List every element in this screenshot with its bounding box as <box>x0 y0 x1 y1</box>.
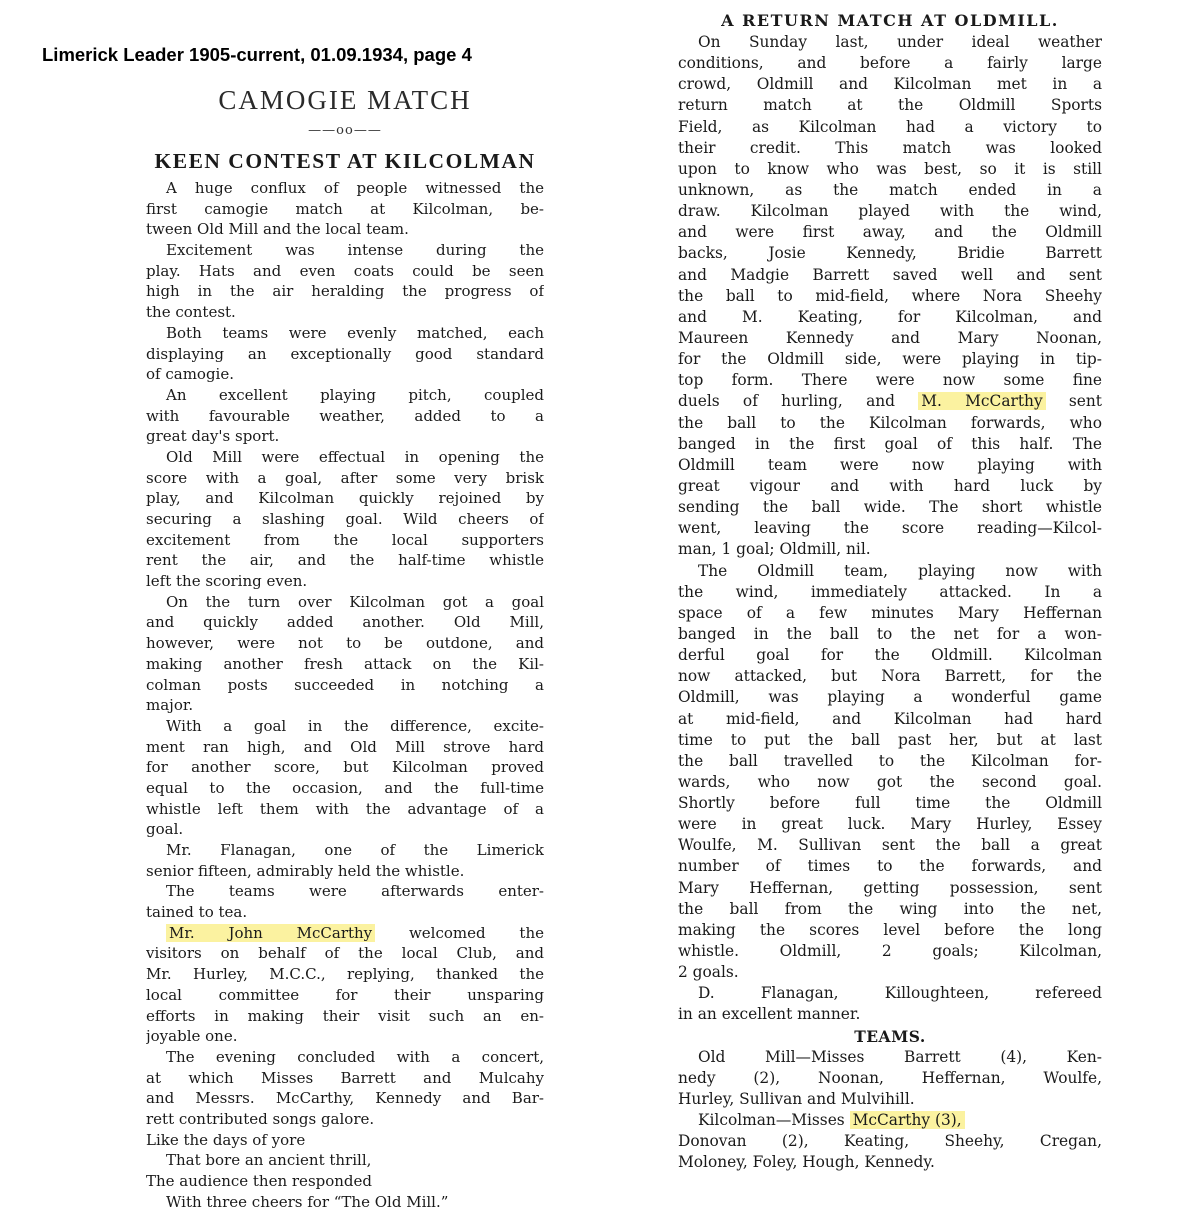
right-article <box>678 10 1102 1173</box>
line-text: Mr. Flanagan, one of the Limerick <box>166 841 544 859</box>
line-text: and M. Keating, for Kilcolman, and <box>678 307 1102 326</box>
line-text: colman posts succeeded in notching a <box>146 675 544 694</box>
text-line <box>146 447 544 468</box>
text-line <box>678 582 1102 603</box>
text-line <box>678 243 1102 264</box>
line-text: The Oldmill team, playing now with <box>698 561 1102 580</box>
text-line <box>146 861 544 882</box>
text-line <box>678 603 1102 624</box>
text-line <box>678 265 1102 286</box>
text-line <box>146 426 544 447</box>
text-line <box>678 899 1102 920</box>
text-line <box>146 778 544 799</box>
line-text: great vigour and with hard luck by <box>678 476 1102 495</box>
text-line <box>678 391 1102 412</box>
line-text: banged in the ball to the net for a won- <box>678 624 1102 643</box>
text-line <box>678 645 1102 666</box>
text-line <box>678 751 1102 772</box>
line-text: wards, who now got the second goal. <box>678 772 1102 791</box>
text-line <box>678 962 1102 983</box>
text-line <box>146 1006 544 1027</box>
line-text: play. Hats and even coats could be seen <box>146 261 544 280</box>
line-text: return match at the Oldmill Sports <box>678 96 1102 115</box>
text-line <box>146 923 544 944</box>
line-text: left the scoring even. <box>146 572 308 591</box>
text-line <box>146 964 544 985</box>
text-line <box>146 178 544 199</box>
text-line <box>678 32 1102 53</box>
text-line <box>678 476 1102 497</box>
line-text: goal. <box>146 820 184 839</box>
text-line <box>678 434 1102 455</box>
line-text: however, were not to be outdone, and <box>146 634 544 653</box>
text-line <box>146 881 544 902</box>
text-line <box>678 413 1102 434</box>
line-text: 2 goals. <box>678 963 739 982</box>
text-line <box>146 985 544 1006</box>
text-line <box>678 814 1102 835</box>
line-text: visitors on behalf of the local Club, and <box>146 944 544 963</box>
text-line <box>146 819 544 840</box>
highlighted-name: Mr. John McCarthy <box>166 924 375 942</box>
line-text: the wind, immediately attacked. In a <box>678 582 1102 601</box>
line-text: That bore an ancient thrill, <box>166 1151 372 1170</box>
text-line <box>678 878 1102 899</box>
text-line <box>146 261 544 282</box>
highlighted-name: M. McCarthy <box>918 392 1045 410</box>
line-text: sending the ball wide. The short whistle <box>678 498 1102 517</box>
line-text: tained to tea. <box>146 903 248 922</box>
line-text: the ball from the wing into the net, <box>678 899 1102 918</box>
line-text: banged in the first goal of this half. The <box>678 434 1102 453</box>
line-text: Hurley, Sullivan and Mulvihill. <box>678 1089 915 1108</box>
text-line <box>146 1047 544 1068</box>
line-text: displaying an exceptionally good standard <box>146 344 544 363</box>
text-line <box>678 624 1102 645</box>
line-text: With a goal in the difference, excite- <box>166 716 544 735</box>
left-article <box>146 80 544 1212</box>
text-line <box>678 138 1102 159</box>
text-line <box>146 530 544 551</box>
text-line <box>146 344 544 365</box>
line-text: A huge conflux of people witnessed the <box>166 179 544 197</box>
text-line <box>678 1152 1102 1173</box>
text-line <box>146 323 544 344</box>
text-line <box>678 159 1102 180</box>
text-line <box>146 219 544 240</box>
line-text: the ball to the Kilcolman forwards, who <box>678 413 1102 432</box>
line-text: now attacked, but Nora Barrett, for the <box>678 667 1102 686</box>
teams-heading: TEAMS. <box>854 1026 926 1046</box>
line-text: time to put the ball past her, but at last <box>678 730 1102 749</box>
text-line <box>146 1026 544 1047</box>
text-line <box>678 286 1102 307</box>
article-title: CAMOGIE MATCH <box>218 85 472 115</box>
text-line <box>678 1089 1102 1110</box>
text-line <box>146 1109 544 1130</box>
text-line <box>678 455 1102 476</box>
article-subtitle: KEEN CONTEST AT KILCOLMAN <box>154 149 536 173</box>
text-line <box>678 74 1102 95</box>
line-text: space of a few minutes Mary Heffernan <box>678 603 1102 622</box>
line-text: for another score, but Kilcolman proved <box>146 758 544 777</box>
line-text: man, 1 goal; Oldmill, nil. <box>678 540 871 559</box>
line-text: and Messrs. McCarthy, Kennedy and Bar- <box>146 1089 544 1108</box>
text-line <box>678 95 1102 116</box>
line-text: Like the days of yore <box>146 1130 306 1149</box>
text-line <box>678 983 1102 1004</box>
text-line <box>678 497 1102 518</box>
text-line <box>678 709 1102 730</box>
text-line <box>146 1150 544 1171</box>
line-text: Oldmill, was playing a wonderful game <box>678 688 1102 707</box>
line-text: went, leaving the score reading—Kilcol- <box>678 519 1102 538</box>
line-text: and quickly added another. Old Mill, <box>146 613 544 632</box>
text-line <box>146 509 544 530</box>
line-text: number of times to the forwards, and <box>678 857 1102 876</box>
text-line <box>146 385 544 406</box>
text-line <box>678 1131 1102 1152</box>
line-text: With three cheers for “The Old Mill.” <box>166 1192 449 1211</box>
line-text: conditions, and before a fairly large <box>678 54 1102 73</box>
text-line <box>146 1171 544 1192</box>
text-line <box>678 687 1102 708</box>
line-text: making another fresh attack on the Kil- <box>146 654 544 673</box>
line-text: The teams were afterwards enter- <box>166 882 544 901</box>
line-text: rent the air, and the half-time whistle <box>146 551 544 570</box>
text-line <box>678 53 1102 74</box>
text-line <box>678 201 1102 222</box>
line-text: the contest. <box>146 303 236 322</box>
line-text: crowd, Oldmill and Kilcolman met in a <box>678 75 1102 94</box>
text-line <box>678 370 1102 391</box>
line-text: Field, as Kilcolman had a victory to <box>678 117 1102 136</box>
line-text: high in the air heralding the progress of <box>146 282 544 301</box>
text-line <box>678 772 1102 793</box>
text-line <box>146 612 544 633</box>
line-text: tween Old Mill and the local team. <box>146 220 409 239</box>
text-line <box>146 592 544 613</box>
line-text: efforts in making their visit such an en- <box>146 1006 544 1025</box>
line-text: On Sunday last, under ideal weather <box>698 33 1102 51</box>
line-text: duels of hurling, and <box>678 392 919 411</box>
line-text: An excellent playing pitch, coupled <box>166 385 544 404</box>
line-text: at mid-field, and Kilcolman had hard <box>678 709 1102 728</box>
text-line <box>146 840 544 861</box>
line-text: Old Mill—Misses Barrett (4), Ken- <box>698 1047 1102 1066</box>
line-text: nedy (2), Noonan, Heffernan, Woulfe, <box>678 1068 1102 1087</box>
text-line <box>146 488 544 509</box>
text-line <box>146 654 544 675</box>
line-text: rett contributed songs galore. <box>146 1109 375 1128</box>
text-line <box>146 1192 544 1212</box>
text-line <box>678 1110 1102 1131</box>
line-text: their credit. This match was looked <box>678 138 1102 157</box>
line-text: welcomed the <box>375 923 544 942</box>
text-line <box>678 793 1102 814</box>
line-text: were in great luck. Mary Hurley, Essey <box>678 815 1102 834</box>
line-text: in an excellent manner. <box>678 1005 861 1024</box>
line-text: Kilcolman—Misses <box>698 1111 850 1130</box>
text-line <box>678 1047 1102 1068</box>
line-text: Oldmill team were now playing with <box>678 455 1102 474</box>
article-title: A RETURN MATCH AT OLDMILL. <box>721 11 1059 30</box>
text-line <box>678 328 1102 349</box>
article-body <box>146 178 544 1212</box>
text-line <box>146 281 544 302</box>
line-text: ment ran high, and Old Mill strove hard <box>146 737 544 756</box>
line-text: first camogie match at Kilcolman, be- <box>146 199 544 218</box>
title-ornament: ——oo—— <box>308 123 382 138</box>
line-text: whistle. Oldmill, 2 goals; Kilcolman, <box>678 942 1102 961</box>
text-line <box>678 117 1102 138</box>
text-line <box>146 302 544 323</box>
text-line <box>678 349 1102 370</box>
text-line <box>678 666 1102 687</box>
text-line <box>146 1068 544 1089</box>
text-line <box>146 716 544 737</box>
article-body <box>678 32 1102 1026</box>
line-text: with favourable weather, added to a <box>146 406 544 425</box>
text-line <box>678 856 1102 877</box>
text-line <box>678 1068 1102 1089</box>
text-line <box>146 943 544 964</box>
text-line <box>146 406 544 427</box>
line-text: the ball travelled to the Kilcolman for- <box>678 751 1102 770</box>
text-line <box>146 550 544 571</box>
line-text: draw. Kilcolman played with the wind, <box>678 202 1102 221</box>
line-text: and were first away, and the Oldmill <box>678 223 1102 242</box>
line-text: On the turn over Kilcolman got a goal <box>166 592 544 611</box>
line-text: Old Mill were effectual in opening the <box>166 447 544 466</box>
line-text: The audience then responded <box>146 1172 373 1190</box>
line-text: upon to know who was best, so it is still <box>678 159 1102 178</box>
line-text: play, and Kilcolman quickly rejoined by <box>146 489 544 508</box>
line-text: equal to the occasion, and the full-time <box>146 778 544 797</box>
line-text: score with a goal, after some very brisk <box>146 468 544 487</box>
line-text: top form. There were now some fine <box>678 371 1102 390</box>
text-line <box>146 695 544 716</box>
line-text: Mary Heffernan, getting possession, sent <box>678 878 1102 897</box>
text-line <box>146 902 544 923</box>
line-text: major. <box>146 696 194 715</box>
line-text: sent <box>1045 392 1102 411</box>
line-text: The evening concluded with a concert, <box>166 1047 544 1066</box>
text-line <box>146 737 544 758</box>
line-text: the ball to mid-field, where Nora Sheehy <box>678 286 1102 305</box>
line-text: backs, Josie Kennedy, Bridie Barrett <box>678 244 1102 263</box>
line-text: Shortly before full time the Oldmill <box>678 794 1102 813</box>
line-text: excitement from the local supporters <box>146 530 544 549</box>
text-line <box>146 1130 544 1151</box>
line-text: local committee for their unsparing <box>146 985 544 1004</box>
line-text: Woulfe, M. Sullivan sent the ball a great <box>678 836 1102 855</box>
text-line <box>678 1004 1102 1025</box>
highlighted-name: McCarthy (3), <box>850 1111 965 1129</box>
line-text: great day's sport. <box>146 427 280 446</box>
line-text: derful goal for the Oldmill. Kilcolman <box>678 646 1102 665</box>
text-line <box>678 307 1102 328</box>
text-line <box>678 561 1102 582</box>
text-line <box>146 571 544 592</box>
line-text: Donovan (2), Keating, Sheehy, Cregan, <box>678 1132 1102 1151</box>
text-line <box>146 633 544 654</box>
text-line <box>678 730 1102 751</box>
line-text: Moloney, Foley, Hough, Kennedy. <box>678 1153 935 1172</box>
line-text: Mr. Hurley, M.C.C., replying, thanked the <box>146 965 544 984</box>
text-line <box>678 920 1102 941</box>
text-line <box>146 1088 544 1109</box>
text-line <box>678 180 1102 201</box>
line-text: securing a slashing goal. Wild cheers of <box>146 510 544 528</box>
text-line <box>146 240 544 261</box>
text-line <box>146 468 544 489</box>
line-text: at which Misses Barrett and Mulcahy <box>146 1068 544 1087</box>
text-line <box>678 518 1102 539</box>
line-text: unknown, as the match ended in a <box>678 180 1102 199</box>
text-line <box>146 364 544 385</box>
line-text: joyable one. <box>146 1027 238 1046</box>
line-text: Maureen Kennedy and Mary Noonan, <box>678 328 1102 347</box>
line-text: and Madgie Barrett saved well and sent <box>678 265 1102 284</box>
text-line <box>678 835 1102 856</box>
line-text: D. Flanagan, Killoughteen, refereed <box>698 984 1102 1003</box>
source-caption: Limerick Leader 1905-current, 01.09.1934, page 4 <box>42 44 472 65</box>
text-line <box>678 222 1102 243</box>
line-text: Both teams were evenly matched, each <box>166 323 544 342</box>
text-line <box>146 199 544 220</box>
line-text: whistle left them with the advantage of a <box>146 799 544 818</box>
text-line <box>678 941 1102 962</box>
line-text: making the scores level before the long <box>678 920 1102 939</box>
text-line <box>678 539 1102 560</box>
text-line <box>146 757 544 778</box>
teams-list <box>678 1047 1102 1174</box>
text-line <box>146 675 544 696</box>
line-text: of camogie. <box>146 365 234 384</box>
text-line <box>146 799 544 820</box>
line-text: senior fifteen, admirably held the whistle. <box>146 861 465 880</box>
line-text: Excitement was intense during the <box>166 241 544 260</box>
line-text: for the Oldmill side, were playing in tip- <box>678 350 1102 369</box>
